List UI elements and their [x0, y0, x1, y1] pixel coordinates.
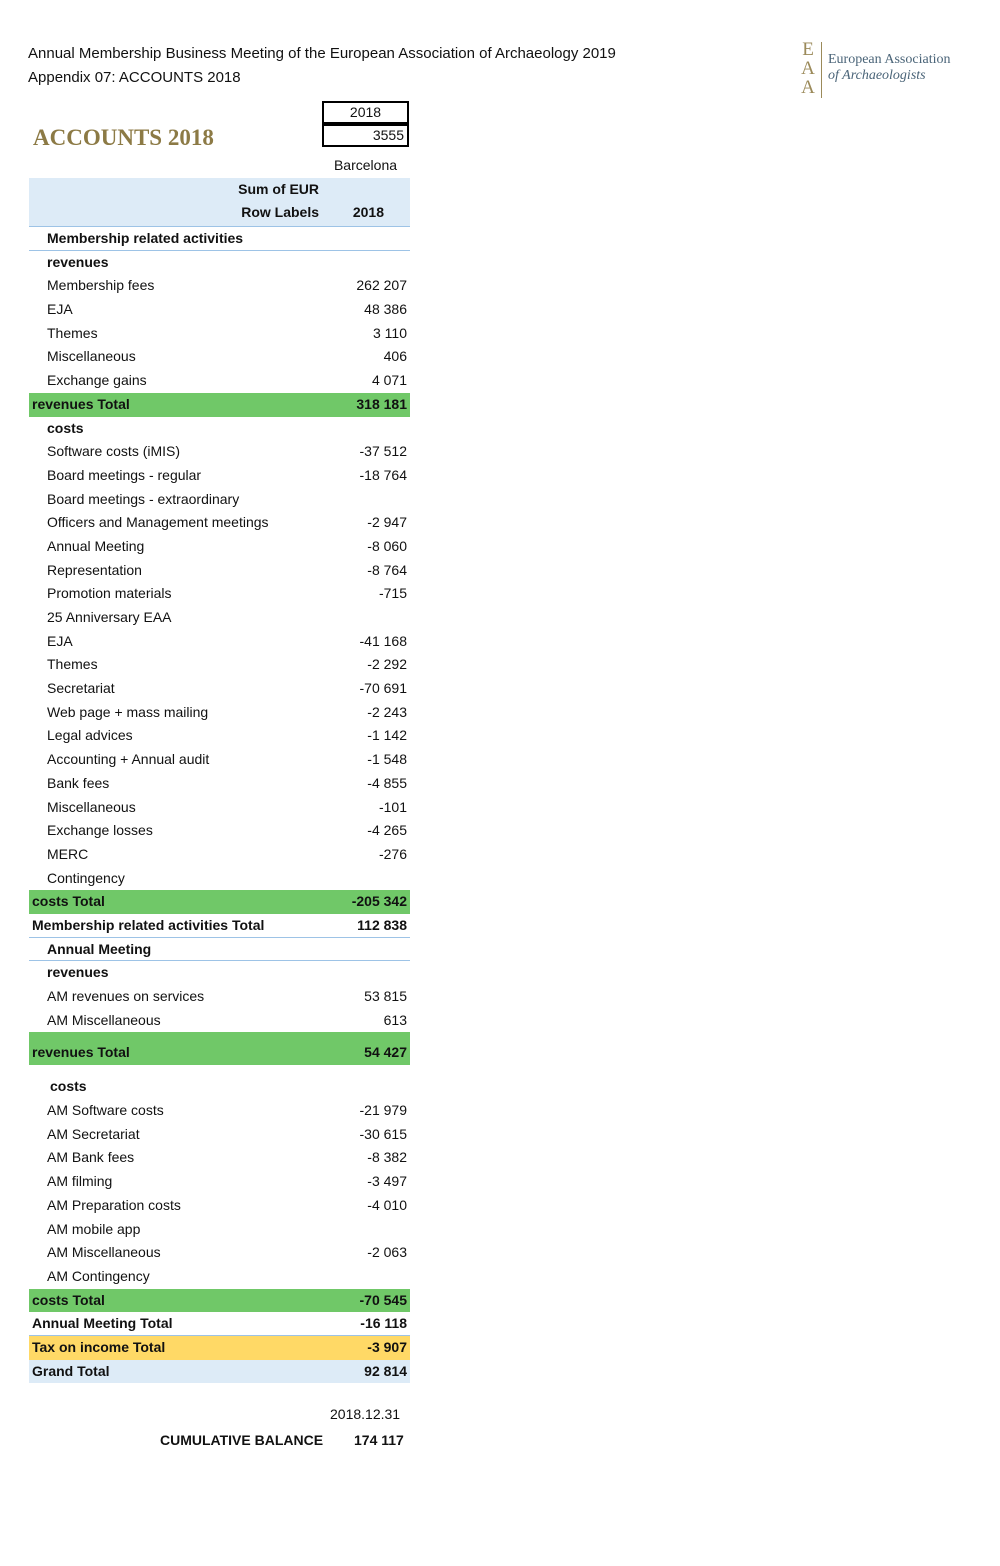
row-label: EJA [47, 632, 73, 649]
row-value: -3 497 [367, 1173, 407, 1190]
row-label: Miscellaneous [47, 798, 136, 815]
row-label: AM revenues on services [47, 988, 205, 1004]
row-value: 3 110 [373, 324, 407, 341]
table-row [29, 796, 410, 820]
row-label: AM Secretariat [47, 1125, 140, 1142]
table-row [29, 511, 410, 535]
table-row [29, 227, 410, 251]
total-row [29, 393, 410, 417]
cumulative-balance-label: CUMULATIVE BALANCE [160, 1432, 324, 1448]
sum-of-eur-label: Sum of EUR [238, 181, 319, 197]
row-label: AM filming [47, 1173, 113, 1190]
table-row [29, 1009, 410, 1033]
table-row [29, 1170, 410, 1194]
table-row [29, 606, 410, 630]
row-label: costs [50, 1078, 87, 1095]
document-header-appendix: Appendix 07: ACCOUNTS 2018 [28, 69, 241, 86]
row-label: AM Software costs [47, 1102, 164, 1119]
table-row [29, 1075, 410, 1099]
table-row [29, 1336, 410, 1360]
row-value: -2 243 [367, 703, 407, 720]
row-label: 25 Anniversary EAA [47, 609, 172, 625]
year-column-header: 2018 [352, 204, 384, 220]
table-row [29, 345, 410, 369]
logo-line-2: of Archaeologists [828, 68, 926, 83]
row-label: Representation [47, 561, 142, 578]
logo-letter: A [801, 58, 815, 79]
row-value: -37 512 [359, 443, 407, 460]
row-value: -101 [378, 798, 407, 815]
balance-date: 2018.12.31 [330, 1406, 401, 1422]
row-value: 406 [383, 348, 407, 365]
row-label: Themes [47, 324, 98, 341]
row-label: Secretariat [47, 680, 115, 697]
row-value: -2 063 [367, 1244, 407, 1261]
total-row [29, 1289, 410, 1313]
table-row [29, 440, 410, 464]
cumulative-balance-value: 174 117 [354, 1432, 404, 1448]
row-label: Tax on income Total [32, 1338, 166, 1355]
row-label: EJA [47, 301, 73, 318]
row-label: Exchange gains [47, 372, 147, 389]
table-row [29, 748, 410, 772]
row-label: Bank fees [47, 774, 110, 791]
row-value: -8 382 [367, 1149, 407, 1166]
row-value: -4 265 [367, 822, 407, 839]
row-value: 318 181 [356, 395, 407, 412]
row-label: Web page + mass mailing [47, 703, 209, 720]
table-row [29, 582, 410, 606]
table-row [29, 630, 410, 654]
row-label: revenues Total [32, 395, 130, 412]
code-box: 3555 [322, 124, 409, 147]
row-label: MERC [47, 845, 89, 862]
table-row [29, 1241, 410, 1265]
table-row [29, 251, 410, 275]
row-label: Membership related activities [47, 230, 244, 246]
page-title: ACCOUNTS 2018 [33, 125, 214, 150]
row-label: AM Miscellaneous [47, 1244, 161, 1261]
row-value: -1 142 [367, 727, 407, 744]
accounts-table [29, 178, 410, 1383]
row-value: -3 907 [367, 1338, 407, 1355]
row-label: costs [47, 419, 84, 436]
table-row [29, 1123, 410, 1147]
row-label: Contingency [47, 869, 125, 886]
table-row [29, 677, 410, 701]
row-label: Promotion materials [47, 585, 172, 602]
logo-divider [821, 42, 822, 98]
row-label: Software costs (iMIS) [47, 443, 181, 460]
document-header-title: Annual Membership Business Meeting of the European Association of Archaeology 2019 [28, 45, 616, 62]
row-label: Legal advices [47, 727, 133, 744]
row-label: costs Total [32, 1291, 105, 1308]
row-value: 613 [383, 1011, 407, 1028]
table-row [29, 322, 410, 346]
table-row [29, 914, 410, 938]
table-row [29, 488, 410, 512]
row-value: 262 207 [356, 277, 407, 294]
row-value: -70 691 [359, 680, 407, 697]
row-value: 4 071 [371, 372, 407, 389]
row-label: revenues [47, 964, 109, 981]
row-label: Themes [47, 656, 98, 673]
table-row [29, 653, 410, 677]
location-label: Barcelona [333, 157, 398, 173]
table-row [29, 464, 410, 488]
row-value: -8 060 [367, 537, 407, 554]
table-row [29, 724, 410, 748]
row-label: AM Bank fees [47, 1149, 135, 1166]
row-label: revenues Total [32, 1044, 130, 1061]
row-label: Miscellaneous [47, 348, 136, 365]
table-row [29, 772, 410, 796]
row-labels-header: Row Labels [241, 204, 319, 220]
total-row [29, 1032, 410, 1065]
table-row [29, 559, 410, 583]
row-label: Annual Meeting [47, 537, 145, 554]
logo-letter: E [802, 39, 814, 60]
row-label: costs Total [32, 893, 105, 910]
table-row [29, 1218, 410, 1242]
table-row [29, 1312, 410, 1336]
table-row [29, 819, 410, 843]
table-body [29, 227, 410, 1383]
row-label: Exchange losses [47, 822, 153, 839]
row-value: 53 815 [364, 988, 407, 1004]
row-value: -715 [378, 585, 407, 602]
row-value: 92 814 [364, 1362, 407, 1379]
table-header [29, 178, 410, 226]
eaa-logo-letters [798, 40, 818, 97]
table-row [29, 417, 410, 441]
table-row [29, 867, 410, 891]
row-value: -16 118 [360, 1315, 407, 1332]
table-row [29, 938, 410, 962]
table-row [29, 1265, 410, 1289]
table-row [29, 701, 410, 725]
row-label: AM Contingency [47, 1267, 150, 1284]
row-value: -1 548 [367, 751, 407, 768]
table-row [29, 298, 410, 322]
table-row [29, 369, 410, 393]
row-value: -4 010 [367, 1196, 407, 1213]
row-label: revenues [47, 253, 109, 270]
row-value: -2 947 [367, 514, 407, 531]
year-box: 2018 [322, 101, 409, 124]
row-label: Grand Total [32, 1362, 110, 1379]
row-value: -21 979 [359, 1102, 407, 1119]
row-label: Annual Meeting [47, 940, 152, 957]
row-value: -2 292 [367, 656, 407, 673]
row-label: Board meetings - extraordinary [47, 490, 240, 507]
table-row [29, 961, 410, 985]
row-value: 48 386 [364, 301, 407, 318]
table-row [29, 535, 410, 559]
row-value: -30 615 [359, 1125, 407, 1142]
row-label: Accounting + Annual audit [47, 751, 210, 768]
row-label: AM Preparation costs [47, 1196, 181, 1213]
row-value: -4 855 [367, 774, 407, 791]
row-value: -276 [378, 845, 407, 862]
logo-letter: A [801, 77, 815, 98]
row-label: AM mobile app [47, 1220, 141, 1237]
row-value: -205 342 [351, 893, 407, 910]
row-label: Membership related activities Total [32, 916, 265, 933]
table-row [29, 274, 410, 298]
row-value: -41 168 [359, 632, 407, 649]
table-row [29, 843, 410, 867]
logo-line-1: European Association [828, 52, 951, 67]
row-value: -70 545 [359, 1291, 407, 1308]
table-row [29, 1194, 410, 1218]
table-row [29, 1360, 410, 1384]
table-row [29, 1146, 410, 1170]
row-value: -8 764 [367, 561, 407, 578]
total-row [29, 890, 410, 914]
spacer-row [29, 1065, 410, 1075]
eaa-logo [798, 40, 988, 100]
row-label: AM Miscellaneous [47, 1011, 161, 1028]
table-row [29, 1099, 410, 1123]
table-row [29, 985, 410, 1009]
row-value: 54 427 [364, 1044, 407, 1061]
row-value: -18 764 [359, 466, 407, 483]
row-value: 112 838 [357, 916, 407, 933]
row-label: Membership fees [47, 277, 155, 294]
row-label: Annual Meeting Total [32, 1315, 173, 1332]
logo-wordmark [828, 52, 950, 84]
row-label: Board meetings - regular [47, 466, 202, 483]
row-label: Officers and Management meetings [47, 514, 269, 531]
